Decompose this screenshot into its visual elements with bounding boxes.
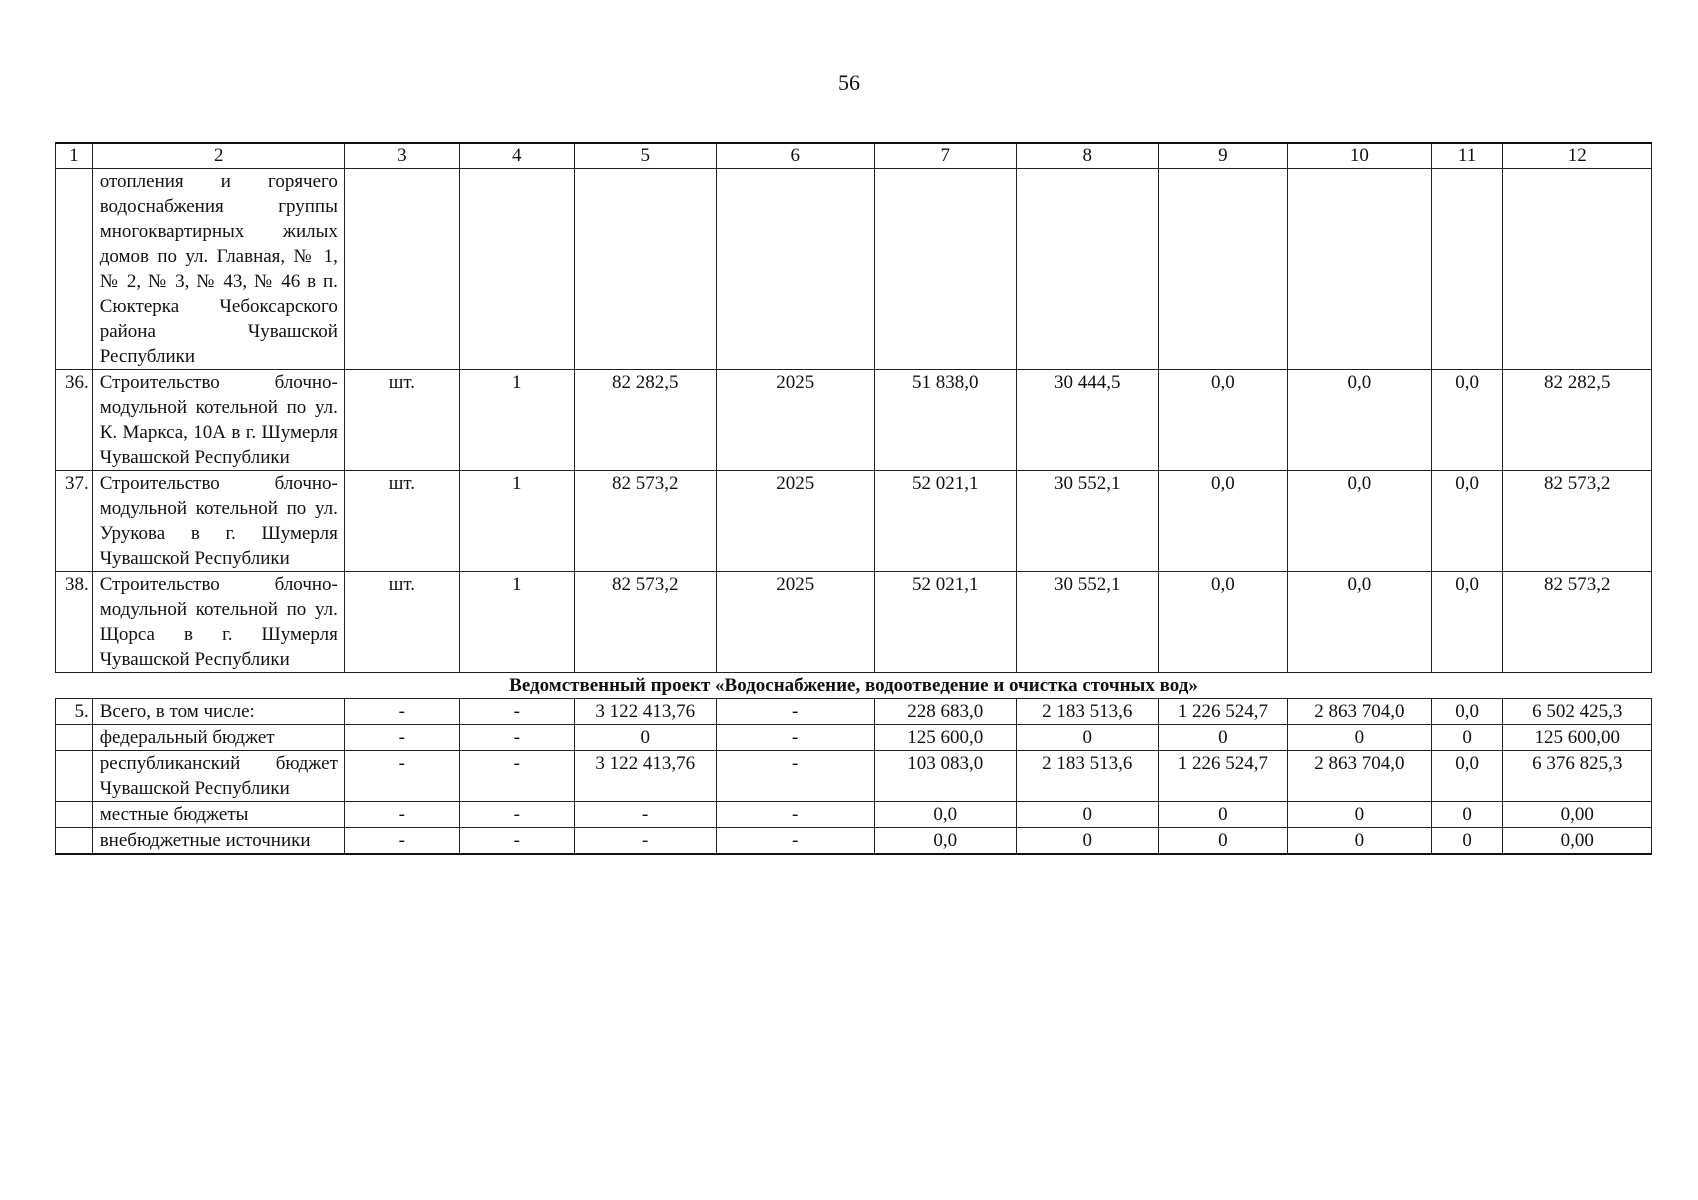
row-6-cell-7: 103 083,0 <box>874 751 1016 802</box>
row-0-cell-4 <box>459 169 574 370</box>
row-7-cell-1 <box>56 802 93 828</box>
row-8-cell-2: внебюджетные источники <box>92 828 344 855</box>
header-cell-10: 10 <box>1288 143 1432 169</box>
row-2-cell-2: Строительство блочно-модульной котельной по ул. Урукова в г. Шумерля Чувашской Республики <box>92 471 344 572</box>
section-row <box>56 673 1652 699</box>
row-3-cell-8: 30 552,1 <box>1016 572 1158 673</box>
row-7-cell-4: - <box>459 802 574 828</box>
row-0-cell-5 <box>574 169 716 370</box>
row-0-cell-3 <box>344 169 459 370</box>
header-cell-12: 12 <box>1503 143 1652 169</box>
row-8-cell-9: 0 <box>1158 828 1287 855</box>
row-1-cell-2: Строительство блочно-модульной котельной по ул. К. Маркса, 10А в г. Шумерля Чувашской Республики <box>92 370 344 471</box>
row-7-cell-2: местные бюджеты <box>92 802 344 828</box>
row-6-cell-10: 2 863 704,0 <box>1288 751 1432 802</box>
row-7-cell-7: 0,0 <box>874 802 1016 828</box>
row-6-cell-9: 1 226 524,7 <box>1158 751 1287 802</box>
table-row <box>56 169 1652 370</box>
header-cell-9: 9 <box>1158 143 1287 169</box>
row-4-cell-3: - <box>344 699 459 725</box>
row-5-cell-10: 0 <box>1288 725 1432 751</box>
row-6-cell-11: 0,0 <box>1431 751 1503 802</box>
row-3-cell-7: 52 021,1 <box>874 572 1016 673</box>
row-2-cell-7: 52 021,1 <box>874 471 1016 572</box>
row-3-cell-1: 38. <box>56 572 93 673</box>
row-8-cell-3: - <box>344 828 459 855</box>
row-7-cell-5: - <box>574 802 716 828</box>
row-1-cell-6: 2025 <box>716 370 874 471</box>
table-row <box>56 751 1652 802</box>
row-3-cell-3: шт. <box>344 572 459 673</box>
table-row <box>56 725 1652 751</box>
row-4-cell-6: - <box>716 699 874 725</box>
table-row <box>56 471 1652 572</box>
row-6-cell-5: 3 122 413,76 <box>574 751 716 802</box>
row-4-cell-5: 3 122 413,76 <box>574 699 716 725</box>
row-7-cell-9: 0 <box>1158 802 1287 828</box>
row-3-cell-12: 82 573,2 <box>1503 572 1652 673</box>
row-6-cell-6: - <box>716 751 874 802</box>
row-3-cell-4: 1 <box>459 572 574 673</box>
header-cell-11: 11 <box>1431 143 1503 169</box>
row-5-cell-3: - <box>344 725 459 751</box>
row-7-cell-6: - <box>716 802 874 828</box>
row-8-cell-5: - <box>574 828 716 855</box>
row-7-cell-11: 0 <box>1431 802 1503 828</box>
row-2-cell-3: шт. <box>344 471 459 572</box>
row-4-cell-7: 228 683,0 <box>874 699 1016 725</box>
row-3-cell-2: Строительство блочно-модульной котельной по ул. Щорса в г. Шумерля Чувашской Республики <box>92 572 344 673</box>
header-cell-2: 2 <box>92 143 344 169</box>
row-1-cell-9: 0,0 <box>1158 370 1287 471</box>
row-1-cell-12: 82 282,5 <box>1503 370 1652 471</box>
row-7-cell-8: 0 <box>1016 802 1158 828</box>
row-8-cell-4: - <box>459 828 574 855</box>
row-3-cell-11: 0,0 <box>1431 572 1503 673</box>
row-4-cell-4: - <box>459 699 574 725</box>
row-0-cell-9 <box>1158 169 1287 370</box>
table-row <box>56 802 1652 828</box>
row-8-cell-11: 0 <box>1431 828 1503 855</box>
row-1-cell-4: 1 <box>459 370 574 471</box>
row-5-cell-5: 0 <box>574 725 716 751</box>
row-0-cell-10 <box>1288 169 1432 370</box>
row-5-cell-2: федеральный бюджет <box>92 725 344 751</box>
row-2-cell-1: 37. <box>56 471 93 572</box>
row-0-cell-7 <box>874 169 1016 370</box>
header-cell-8: 8 <box>1016 143 1158 169</box>
header-cell-3: 3 <box>344 143 459 169</box>
row-6-cell-3: - <box>344 751 459 802</box>
row-8-cell-10: 0 <box>1288 828 1432 855</box>
row-1-cell-1: 36. <box>56 370 93 471</box>
row-0-cell-8 <box>1016 169 1158 370</box>
row-4-cell-8: 2 183 513,6 <box>1016 699 1158 725</box>
row-5-cell-1 <box>56 725 93 751</box>
row-1-cell-7: 51 838,0 <box>874 370 1016 471</box>
row-1-cell-11: 0,0 <box>1431 370 1503 471</box>
row-4-cell-2: Всего, в том числе: <box>92 699 344 725</box>
row-5-cell-6: - <box>716 725 874 751</box>
row-0-cell-6 <box>716 169 874 370</box>
row-3-cell-10: 0,0 <box>1288 572 1432 673</box>
budget-table <box>55 142 1652 855</box>
row-4-cell-1: 5. <box>56 699 93 725</box>
row-3-cell-9: 0,0 <box>1158 572 1287 673</box>
header-cell-6: 6 <box>716 143 874 169</box>
header-cell-4: 4 <box>459 143 574 169</box>
row-6-cell-12: 6 376 825,3 <box>1503 751 1652 802</box>
row-2-cell-12: 82 573,2 <box>1503 471 1652 572</box>
header-cell-1: 1 <box>56 143 93 169</box>
row-3-cell-6: 2025 <box>716 572 874 673</box>
row-4-cell-10: 2 863 704,0 <box>1288 699 1432 725</box>
header-row <box>56 143 1652 169</box>
row-2-cell-8: 30 552,1 <box>1016 471 1158 572</box>
row-8-cell-8: 0 <box>1016 828 1158 855</box>
row-5-cell-12: 125 600,00 <box>1503 725 1652 751</box>
row-2-cell-4: 1 <box>459 471 574 572</box>
row-7-cell-12: 0,00 <box>1503 802 1652 828</box>
row-2-cell-11: 0,0 <box>1431 471 1503 572</box>
row-2-cell-10: 0,0 <box>1288 471 1432 572</box>
row-4-cell-9: 1 226 524,7 <box>1158 699 1287 725</box>
row-3-cell-5: 82 573,2 <box>574 572 716 673</box>
table-row <box>56 370 1652 471</box>
row-5-cell-4: - <box>459 725 574 751</box>
header-cell-7: 7 <box>874 143 1016 169</box>
row-5-cell-11: 0 <box>1431 725 1503 751</box>
table-row <box>56 572 1652 673</box>
table-row <box>56 828 1652 855</box>
row-1-cell-3: шт. <box>344 370 459 471</box>
row-7-cell-3: - <box>344 802 459 828</box>
row-2-cell-6: 2025 <box>716 471 874 572</box>
row-2-cell-5: 82 573,2 <box>574 471 716 572</box>
row-1-cell-5: 82 282,5 <box>574 370 716 471</box>
row-6-cell-4: - <box>459 751 574 802</box>
row-1-cell-8: 30 444,5 <box>1016 370 1158 471</box>
row-5-cell-9: 0 <box>1158 725 1287 751</box>
row-1-cell-10: 0,0 <box>1288 370 1432 471</box>
page-number: 56 <box>838 70 860 95</box>
row-6-cell-2: республиканский бюджет Чувашской Республики <box>92 751 344 802</box>
table-body <box>56 143 1652 854</box>
section-title: Ведомственный проект «Водоснабжение, водоотведение и очистка сточных вод» <box>56 673 1652 699</box>
row-4-cell-11: 0,0 <box>1431 699 1503 725</box>
row-5-cell-8: 0 <box>1016 725 1158 751</box>
row-5-cell-7: 125 600,0 <box>874 725 1016 751</box>
header-cell-5: 5 <box>574 143 716 169</box>
table-row <box>56 699 1652 725</box>
row-6-cell-1 <box>56 751 93 802</box>
row-8-cell-1 <box>56 828 93 855</box>
row-0-cell-1 <box>56 169 93 370</box>
row-4-cell-12: 6 502 425,3 <box>1503 699 1652 725</box>
row-0-cell-12 <box>1503 169 1652 370</box>
row-0-cell-2: отопления и горячего водоснабжения группы многоквартирных жилых домов по ул. Главная, № 1, № 2, № 3, № 43, № 46 в п. Сюктерка Чебоксарского района Чувашской Республики <box>92 169 344 370</box>
row-0-cell-11 <box>1431 169 1503 370</box>
row-8-cell-6: - <box>716 828 874 855</box>
row-2-cell-9: 0,0 <box>1158 471 1287 572</box>
row-7-cell-10: 0 <box>1288 802 1432 828</box>
row-6-cell-8: 2 183 513,6 <box>1016 751 1158 802</box>
row-8-cell-12: 0,00 <box>1503 828 1652 855</box>
row-8-cell-7: 0,0 <box>874 828 1016 855</box>
